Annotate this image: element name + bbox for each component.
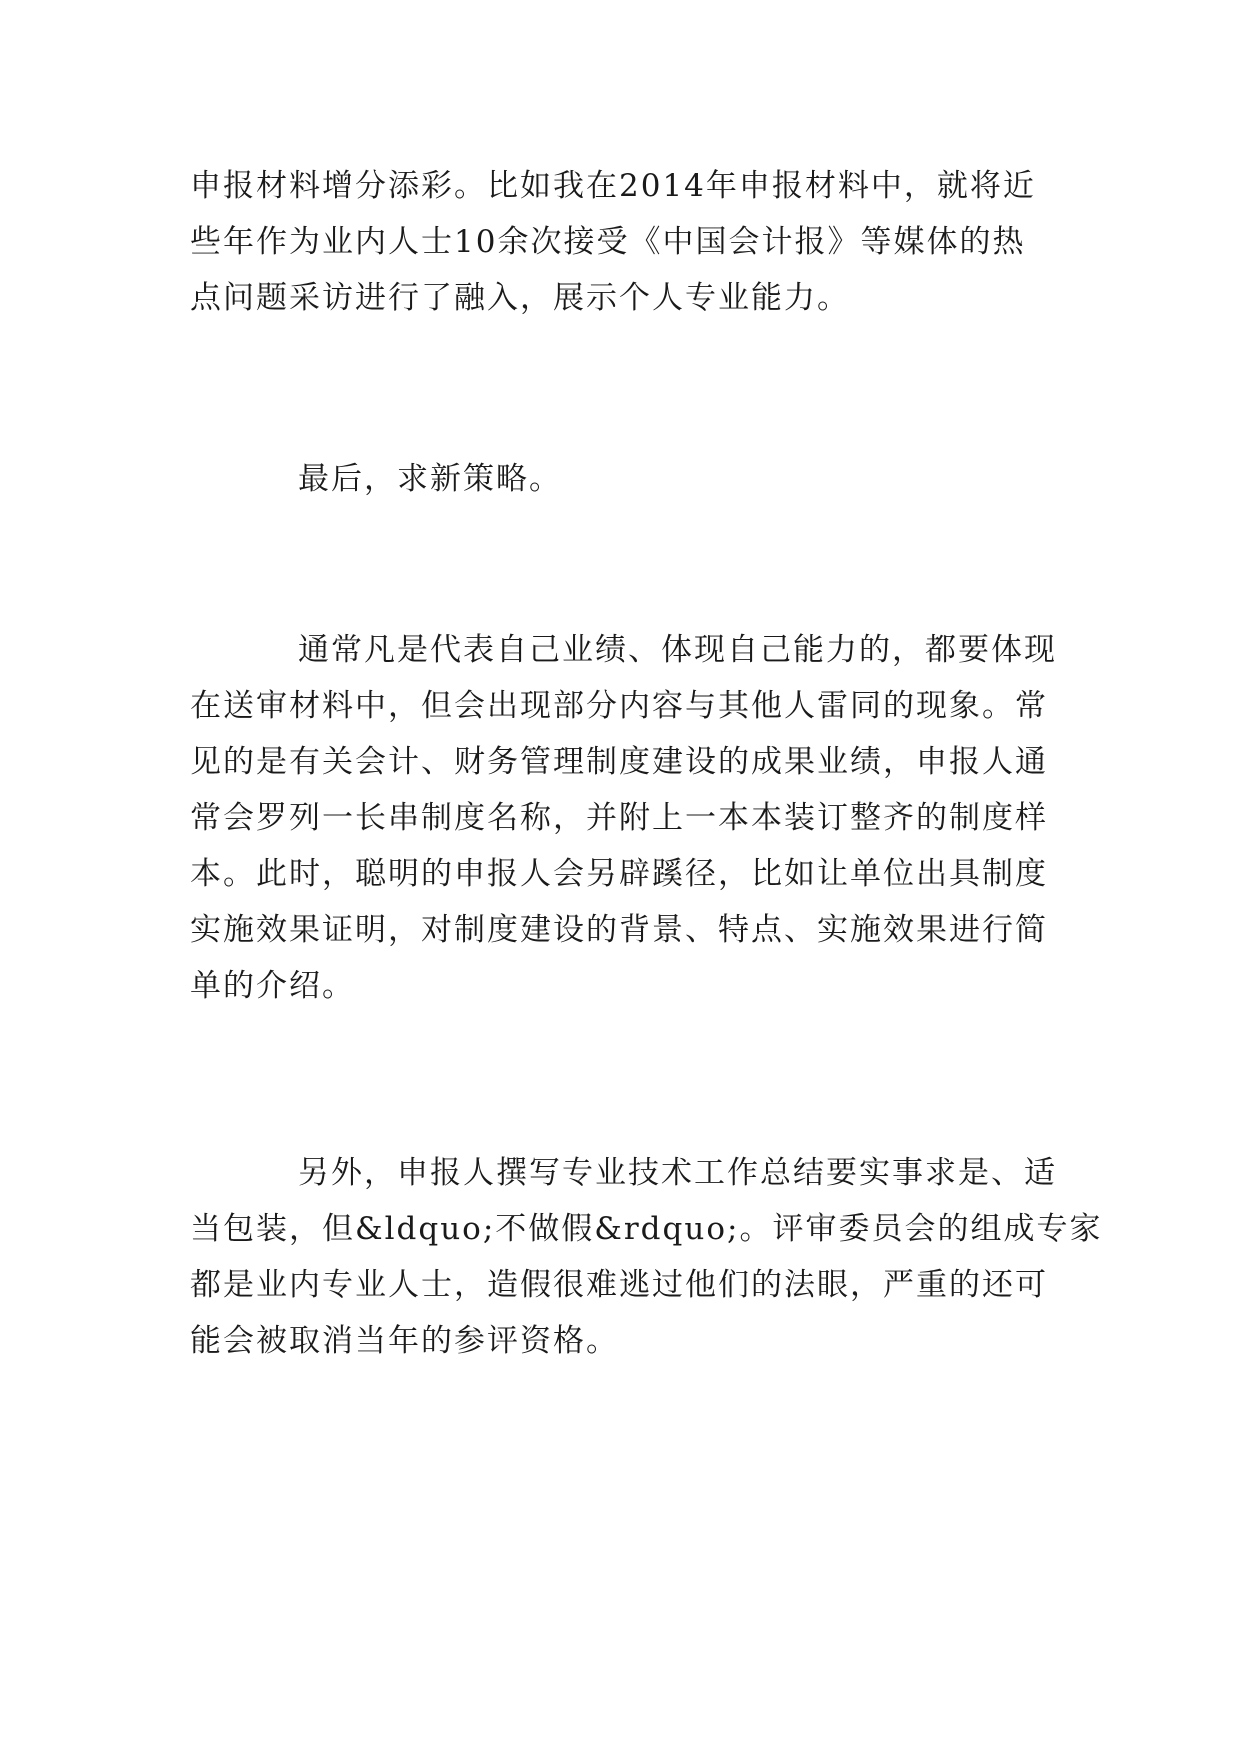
paragraph-materials-example	[190, 158, 1052, 326]
text-line: 申报材料增分添彩。比如我在2014年申报材料中，就将近	[190, 168, 1036, 204]
text-line: 最后，求新策略。	[298, 461, 562, 497]
text-line: 能会被取消当年的参评资格。	[190, 1323, 619, 1359]
text-line: 在送审材料中，但会出现部分内容与其他人雷同的现象。常	[190, 688, 1048, 724]
text-line: 本。此时，聪明的申报人会另辟蹊径，比如让单位出具制度	[190, 856, 1048, 892]
paragraph-innovation-body	[190, 622, 1057, 1014]
text-line: 当包装，但&ldquo;不做假&rdquo;。评审委员会的组成专家	[190, 1211, 1103, 1247]
text-line: 些年作为业内人士10余次接受《中国会计报》等媒体的热	[190, 224, 1026, 260]
text-line: 单的介绍。	[190, 968, 355, 1004]
paragraph-innovation-heading	[190, 451, 1052, 507]
text-line: 通常凡是代表自己业绩、体现自己能力的，都要体现	[298, 632, 1057, 668]
paragraph-honesty	[190, 1145, 1103, 1369]
text-line: 另外，申报人撰写专业技术工作总结要实事求是、适	[298, 1155, 1057, 1191]
text-line: 都是业内专业人士，造假很难逃过他们的法眼，严重的还可	[190, 1267, 1048, 1303]
text-line: 常会罗列一长串制度名称，并附上一本本装订整齐的制度样	[190, 800, 1048, 836]
text-line: 点问题采访进行了融入，展示个人专业能力。	[190, 280, 850, 316]
text-line: 见的是有关会计、财务管理制度建设的成果业绩，申报人通	[190, 744, 1048, 780]
text-line: 实施效果证明，对制度建设的背景、特点、实施效果进行简	[190, 912, 1048, 948]
